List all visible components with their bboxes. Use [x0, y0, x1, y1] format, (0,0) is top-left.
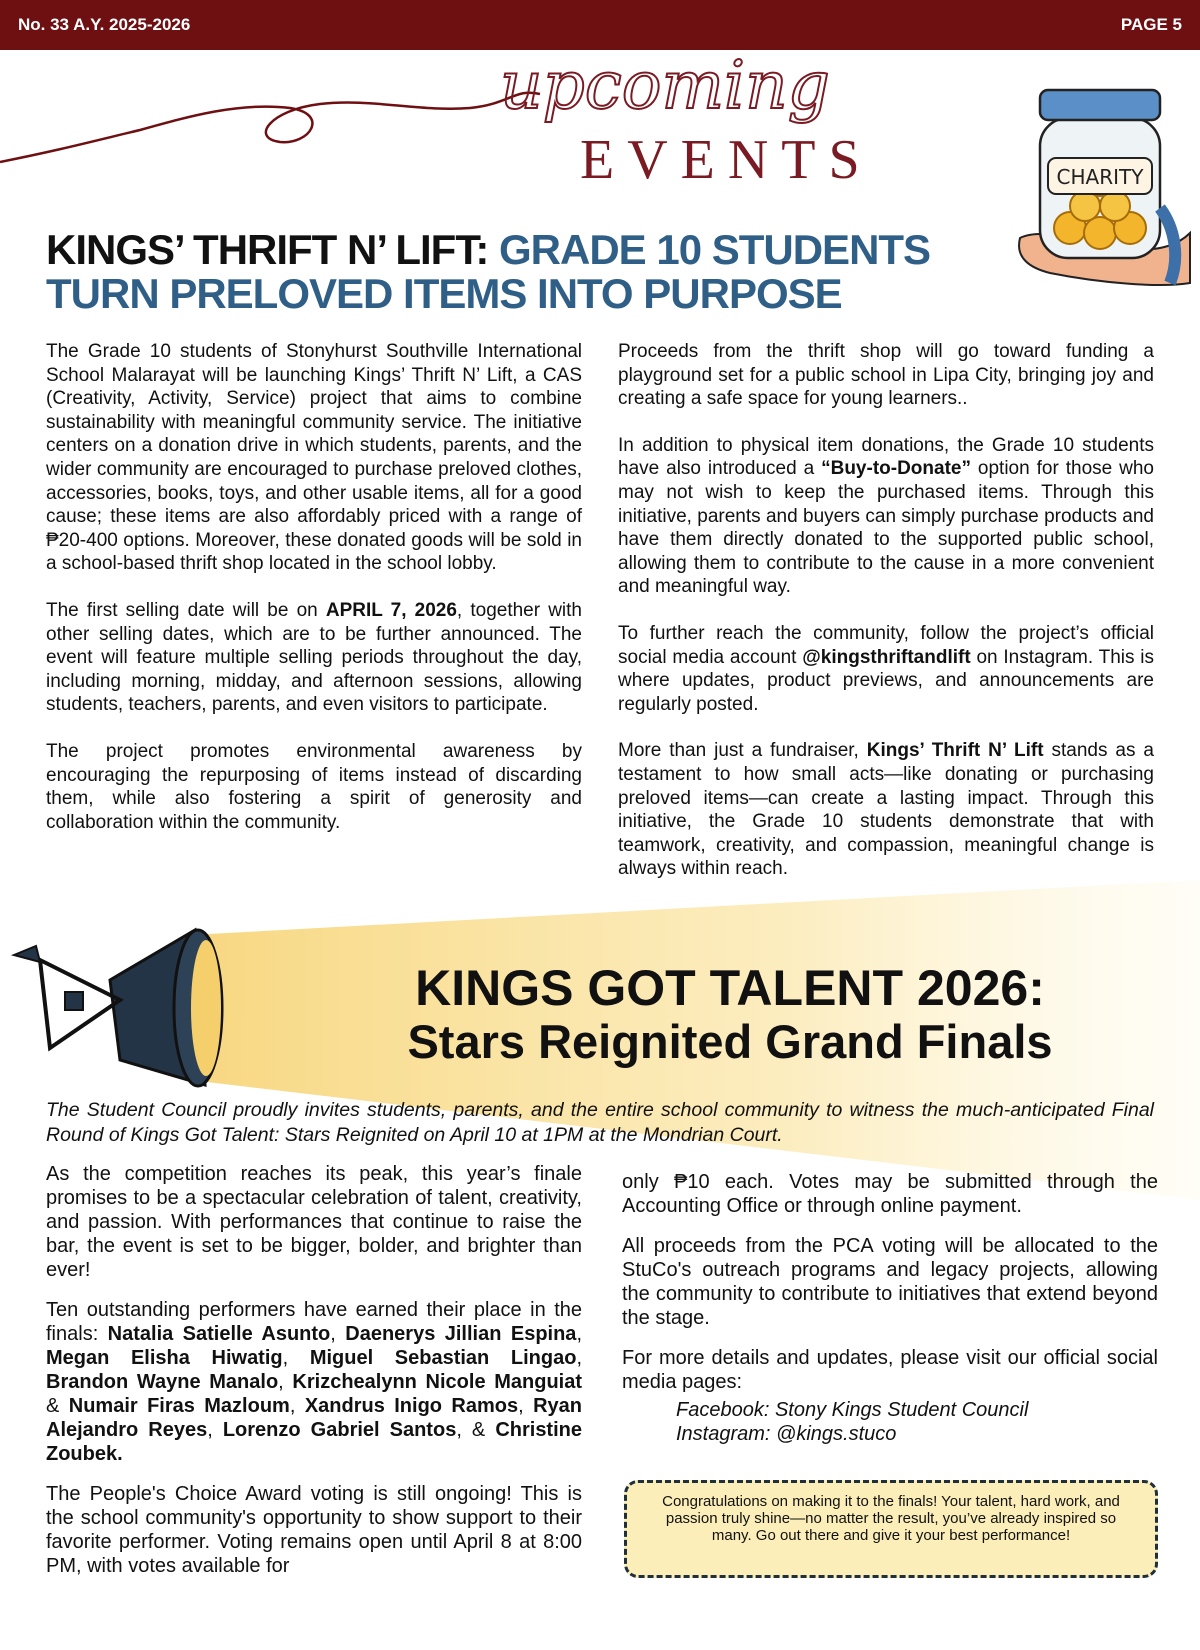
spotlight-icon: [14, 930, 222, 1086]
section-label: EVENTS: [580, 129, 873, 191]
article2-paragraph: only ₱10 each. Votes may be submitted through the Accounting Office or through online payment.: [622, 1171, 1158, 1217]
finalist-name: Xandrus Inigo Ramos: [304, 1395, 519, 1417]
article2-column-left: [46, 1162, 582, 1594]
finalist-name: Krizchealynn Nicole Manguiat: [292, 1371, 583, 1393]
article1-paragraph: In addition to physical item donations, the Grade 10 students have also introduced a “Buy-to-Donate” option for those who may not wish to keep the purchased items. Through this initiative, parents and buyers can simply purchase products and have them directly donated to the supported public school, allowing them to contribute to the cause in a more convenient and meaningful way.: [618, 434, 1154, 598]
selling-date: APRIL 7, 2026: [325, 599, 457, 621]
article2-paragraph: As the competition reaches its peak, this year’s finale promises to be a spectacular celebration of talent, creativity, and passion. With performances that continue to raise the bar, the event is set to be bigger, bolder, and brighter than ever!: [46, 1163, 582, 1281]
article2-intro: The Student Council proudly invites students, parents, and the entire school community to witness the much-anticipated Final Round of Kings Got Talent: Stars Reignited on April 10 at 1PM at the Mondrian Court.: [46, 1099, 1154, 1146]
finalist-name: Megan Elisha Hiwatig: [46, 1347, 283, 1369]
script-word: upcoming: [500, 50, 830, 124]
project-name: Kings’ Thrift N’ Lift: [866, 740, 1044, 762]
congratulations-box: Congratulations on making it to the finals! Your talent, hard work, and passion truly shine—no matter the result, you’ve already inspired so many. Go out there and give it your best performance!: [624, 1480, 1158, 1578]
finalist-name: Miguel Sebastian Lingao: [309, 1347, 577, 1369]
article1-paragraph: Proceeds from the thrift shop will go toward funding a playground set for a public school in Lipa City, bringing joy and creating a safe space for young learners..: [618, 341, 1154, 410]
article1-title-dark: KINGS’ THRIFT N’ LIFT:: [46, 226, 499, 273]
page-number: PAGE 5: [1120, 15, 1182, 34]
article1-title-blue: GRADE 10 STUDENTS TURN PRELOVED ITEMS INTO PURPOSE: [46, 226, 931, 317]
finalist-name: Ryan Alejandro Reyes: [46, 1395, 582, 1441]
charity-jar-icon: [1010, 88, 1195, 288]
jar-label: CHARITY: [1056, 165, 1144, 189]
article2-title-line1: KINGS GOT TALENT 2026:: [415, 960, 1045, 1016]
article1-column-left: [46, 340, 582, 857]
article2-column-right: [622, 1170, 1158, 1446]
finalist-name: Daenerys Jillian Espina: [345, 1323, 577, 1345]
buy-to-donate: “Buy-to-Donate”: [821, 458, 971, 480]
finalist-name: Lorenzo Gabriel Santos: [222, 1419, 457, 1441]
finalists-paragraph: Ten outstanding performers have earned their place in the finals: Natalia Satielle Asunto, Daenerys Jillian Espina, Megan Elisha Hiwatig, Miguel Sebastian Lingao, Brandon Wayne Manalo, Krizchealynn Nicole Manguiat & Numair Firas Mazloum, Xandrus Inigo Ramos, Ryan Alejandro Reyes, Lorenzo Gabriel Santos, & Christine Zoubek.: [46, 1299, 583, 1465]
finalist-name: Brandon Wayne Manalo: [46, 1371, 279, 1393]
article1-paragraph: To further reach the community, follow the project’s official social media account @kingsthriftandlift on Instagram. This is where updates, product previews, and announcements are regularly posted.: [618, 622, 1154, 715]
instagram-handle: @kingsthriftandlift: [802, 646, 971, 668]
article2-title-line2: Stars Reignited Grand Finals: [407, 1015, 1053, 1068]
finalist-name: Numair Firas Mazloum: [68, 1395, 290, 1417]
article1-paragraph: The Grade 10 students of Stonyhurst Southville International School Malarayat will be launching Kings’ Thrift N’ Lift, a CAS (Creativity, Activity, Service) project that aims to combine sustainability with meaningful community service. The initiative centers on a donation drive in which students, parents, and the wider community are encouraged to purchase preloved clothes, accessories, books, toys, and other usable items, all for a good cause; these items are also affordably priced with a range of ₱20-400 options. Moreover, these donated goods will be sold in a school-based thrift shop located in the school lobby.: [46, 341, 582, 575]
issue-number: No. 33 A.Y. 2025-2026: [18, 15, 191, 34]
instagram-page: Instagram: @kings.stuco: [676, 1423, 897, 1445]
facebook-page: Facebook: Stony Kings Student Council: [676, 1399, 1029, 1421]
article1-paragraph: The first selling date will be on APRIL 7, 2026, together with other selling dates, which are to be further announced. The event will feature multiple selling periods throughout the day, including morning, midday, and afternoon sessions, allowing students, teachers, parents, and even visitors to participate.: [46, 599, 582, 716]
top-bar: [0, 0, 1200, 50]
article2-title: [330, 960, 1130, 1068]
article2-paragraph: The People's Choice Award voting is still ongoing! This is the school community's opportunity to show support to their favorite performer. Voting remains open until April 8 at 8:00 PM, with votes available for: [46, 1483, 582, 1577]
finalist-name: Natalia Satielle Asunto: [107, 1323, 331, 1345]
article2-paragraph: All proceeds from the PCA voting will be allocated to the StuCo's outreach programs and legacy projects, allowing the community to contribute to initiatives that extend beyond the stage.: [622, 1235, 1158, 1329]
flourish-line: [0, 93, 540, 162]
article1-title: [46, 228, 996, 316]
finalist-name: Christine Zoubek.: [46, 1419, 582, 1465]
article2-paragraph: For more details and updates, please visit our official social media pages:: [622, 1347, 1158, 1393]
article1-paragraph: More than just a fundraiser, Kings’ Thrift N’ Lift stands as a testament to how small acts—like donating or purchasing preloved items—can create a lasting impact. Through this initiative, the Grade 10 students demonstrate that with teamwork, creativity, and compassion, meaningful change is always within reach.: [618, 740, 1154, 880]
article1-paragraph: The project promotes environmental awareness by encouraging the repurposing of items instead of discarding them, while also fostering a spirit of generosity and collaboration within the community.: [46, 740, 582, 833]
article1-column-right: [618, 340, 1154, 904]
